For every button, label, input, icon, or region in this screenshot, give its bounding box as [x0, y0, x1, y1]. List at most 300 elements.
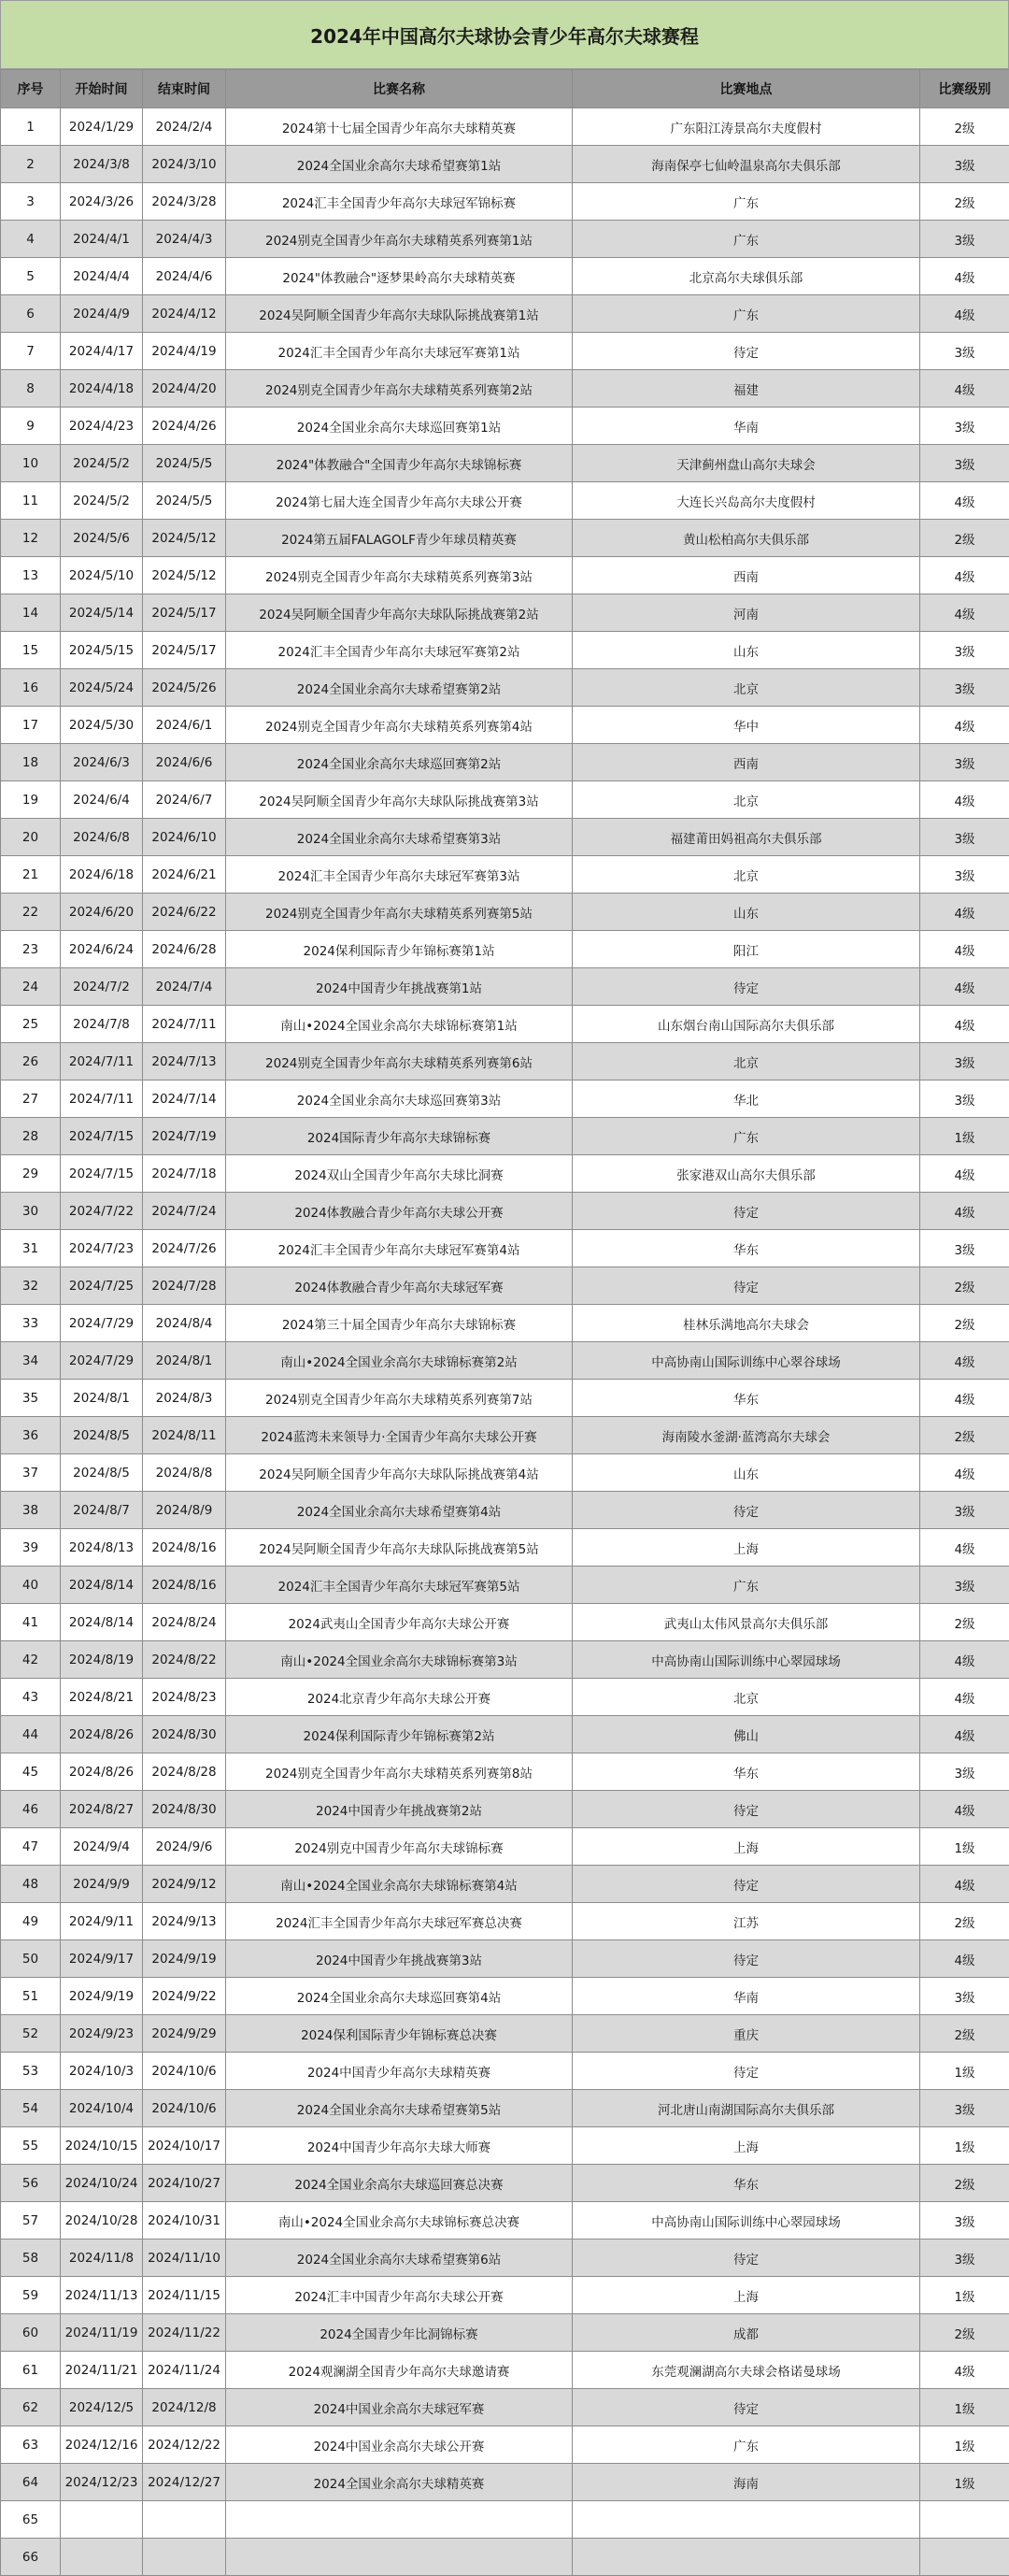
cell-start-date: 2024/4/1	[61, 221, 143, 258]
cell-end-date: 2024/8/28	[143, 1753, 226, 1791]
cell-end-date: 2024/7/19	[143, 1118, 226, 1155]
table-row	[1, 1641, 1009, 1679]
header-level: 比赛级别	[920, 70, 1009, 108]
cell-event-name: 2024全国业余高尔夫球精英赛	[226, 2464, 573, 2501]
table-row	[1, 1305, 1009, 1342]
cell-end-date: 2024/4/12	[143, 295, 226, 333]
cell-event-name: 2024中国青少年挑战赛第1站	[226, 968, 573, 1006]
cell-end-date: 2024/9/6	[143, 1828, 226, 1866]
cell-level: 2级	[920, 1417, 1009, 1454]
cell-event-name: 2024汇丰全国青少年高尔夫球冠军赛第5站	[226, 1567, 573, 1604]
sheet-title: 2024年中国高尔夫球协会青少年高尔夫球赛程	[0, 0, 1009, 69]
cell-index: 59	[1, 2277, 61, 2314]
cell-index: 46	[1, 1791, 61, 1828]
cell-start-date: 2024/11/8	[61, 2240, 143, 2277]
cell-level: 3级	[920, 1978, 1009, 2015]
table-row	[1, 2202, 1009, 2240]
cell-level: 3级	[920, 819, 1009, 856]
cell-venue: 海南	[573, 2464, 920, 2501]
cell-end-date: 2024/4/3	[143, 221, 226, 258]
cell-event-name: 2024别克全国青少年高尔夫球精英系列赛第1站	[226, 221, 573, 258]
table-row	[1, 1342, 1009, 1380]
cell-level: 3级	[920, 1753, 1009, 1791]
cell-end-date: 2024/5/12	[143, 557, 226, 594]
cell-index: 7	[1, 333, 61, 370]
cell-start-date: 2024/4/9	[61, 295, 143, 333]
cell-event-name: 2024吴阿顺全国青少年高尔夫球队际挑战赛第4站	[226, 1454, 573, 1492]
cell-event-name: 南山•2024全国业余高尔夫球锦标赛第2站	[226, 1342, 573, 1380]
cell-end-date: 2024/7/4	[143, 968, 226, 1006]
cell-index: 41	[1, 1604, 61, 1641]
cell-level: 4级	[920, 931, 1009, 968]
cell-index: 19	[1, 781, 61, 819]
cell-index: 60	[1, 2314, 61, 2352]
cell-start-date: 2024/7/11	[61, 1043, 143, 1080]
cell-start-date: 2024/9/9	[61, 1866, 143, 1903]
cell-end-date: 2024/8/16	[143, 1529, 226, 1567]
table-row	[1, 1006, 1009, 1043]
cell-event-name: 2024中国青少年高尔夫球大师赛	[226, 2127, 573, 2165]
cell-event-name: 2024全国业余高尔夫球希望赛第2站	[226, 669, 573, 707]
cell-event-name: 2024全国业余高尔夫球巡回赛第1站	[226, 408, 573, 445]
cell-event-name: 2024国际青少年高尔夫球锦标赛	[226, 1118, 573, 1155]
cell-level: 2级	[920, 1903, 1009, 1940]
cell-index: 47	[1, 1828, 61, 1866]
cell-level: 3级	[920, 2090, 1009, 2127]
cell-level: 4级	[920, 1342, 1009, 1380]
cell-index: 17	[1, 707, 61, 744]
cell-level: 3级	[920, 632, 1009, 669]
cell-end-date	[143, 2501, 226, 2539]
cell-level: 3级	[920, 669, 1009, 707]
cell-end-date: 2024/8/4	[143, 1305, 226, 1342]
cell-level: 4级	[920, 482, 1009, 520]
table-row	[1, 295, 1009, 333]
cell-event-name: 2024汇丰全国青少年高尔夫球冠军赛第3站	[226, 856, 573, 894]
cell-event-name: 南山•2024全国业余高尔夫球锦标赛第3站	[226, 1641, 573, 1679]
cell-event-name: 2024别克全国青少年高尔夫球精英系列赛第6站	[226, 1043, 573, 1080]
cell-index: 52	[1, 2015, 61, 2053]
cell-venue: 黄山松柏高尔夫俱乐部	[573, 520, 920, 557]
cell-level	[920, 2539, 1009, 2576]
table-row	[1, 1454, 1009, 1492]
table-row	[1, 1978, 1009, 2015]
cell-end-date: 2024/8/23	[143, 1679, 226, 1716]
table-row	[1, 1380, 1009, 1417]
cell-start-date: 2024/8/19	[61, 1641, 143, 1679]
table-row	[1, 370, 1009, 408]
cell-start-date: 2024/7/8	[61, 1006, 143, 1043]
cell-level: 2级	[920, 183, 1009, 221]
cell-level: 4级	[920, 1529, 1009, 1567]
cell-venue: 海南保亭七仙岭温泉高尔夫俱乐部	[573, 146, 920, 183]
cell-index: 57	[1, 2202, 61, 2240]
cell-level: 1级	[920, 2389, 1009, 2426]
cell-index: 3	[1, 183, 61, 221]
cell-end-date: 2024/5/12	[143, 520, 226, 557]
cell-venue: 广东	[573, 295, 920, 333]
cell-end-date: 2024/7/18	[143, 1155, 226, 1193]
header-index: 序号	[1, 70, 61, 108]
cell-index: 40	[1, 1567, 61, 1604]
cell-event-name: 2024全国业余高尔夫球巡回赛第3站	[226, 1080, 573, 1118]
cell-index: 12	[1, 520, 61, 557]
cell-level: 4级	[920, 1641, 1009, 1679]
cell-event-name: 2024别克全国青少年高尔夫球精英系列赛第2站	[226, 370, 573, 408]
cell-venue: 山东	[573, 894, 920, 931]
cell-venue: 重庆	[573, 2015, 920, 2053]
cell-level	[920, 2501, 1009, 2539]
cell-start-date: 2024/5/2	[61, 445, 143, 482]
cell-level: 3级	[920, 2202, 1009, 2240]
cell-end-date: 2024/6/1	[143, 707, 226, 744]
table-row	[1, 744, 1009, 781]
cell-index: 63	[1, 2426, 61, 2464]
table-row	[1, 1080, 1009, 1118]
cell-venue: 广东	[573, 1567, 920, 1604]
header-event-name: 比赛名称	[226, 70, 573, 108]
cell-level: 4级	[920, 781, 1009, 819]
cell-index: 2	[1, 146, 61, 183]
cell-venue: 广东阳江涛景高尔夫度假村	[573, 108, 920, 146]
cell-level: 4级	[920, 1679, 1009, 1716]
cell-index: 49	[1, 1903, 61, 1940]
cell-event-name: 2024全国业余高尔夫球巡回赛第2站	[226, 744, 573, 781]
cell-start-date: 2024/8/1	[61, 1380, 143, 1417]
table-header	[1, 70, 1009, 108]
cell-event-name: 2024蓝湾未来领导力·全国青少年高尔夫球公开赛	[226, 1417, 573, 1454]
table-row	[1, 1940, 1009, 1978]
cell-venue: 待定	[573, 2053, 920, 2090]
cell-start-date: 2024/6/3	[61, 744, 143, 781]
cell-start-date: 2024/12/5	[61, 2389, 143, 2426]
table-row	[1, 2352, 1009, 2389]
header-end-date: 结束时间	[143, 70, 226, 108]
cell-end-date: 2024/6/7	[143, 781, 226, 819]
cell-index: 56	[1, 2165, 61, 2202]
table-row	[1, 2015, 1009, 2053]
cell-venue: 天津蓟州盘山高尔夫球会	[573, 445, 920, 482]
cell-venue: 广东	[573, 1118, 920, 1155]
header-row	[1, 70, 1009, 108]
cell-venue: 西南	[573, 744, 920, 781]
table-row	[1, 1567, 1009, 1604]
cell-start-date: 2024/10/4	[61, 2090, 143, 2127]
table-row	[1, 2127, 1009, 2165]
cell-level: 2级	[920, 2314, 1009, 2352]
cell-venue: 中高协南山国际训练中心翠园球场	[573, 2202, 920, 2240]
cell-end-date: 2024/7/26	[143, 1230, 226, 1267]
table-row	[1, 1866, 1009, 1903]
cell-event-name: 2024吴阿顺全国青少年高尔夫球队际挑战赛第3站	[226, 781, 573, 819]
cell-event-name: 2024汇丰全国青少年高尔夫球冠军赛第4站	[226, 1230, 573, 1267]
cell-event-name: 2024全国业余高尔夫球希望赛第3站	[226, 819, 573, 856]
cell-index: 53	[1, 2053, 61, 2090]
cell-venue: 北京	[573, 669, 920, 707]
cell-venue: 武夷山太伟风景高尔夫俱乐部	[573, 1604, 920, 1641]
table-row	[1, 258, 1009, 295]
cell-index: 48	[1, 1866, 61, 1903]
cell-start-date: 2024/7/11	[61, 1080, 143, 1118]
cell-start-date: 2024/3/8	[61, 146, 143, 183]
cell-level: 3级	[920, 1043, 1009, 1080]
cell-event-name: 2024第十七届全国青少年高尔夫球精英赛	[226, 108, 573, 146]
cell-event-name: 2024全国业余高尔夫球希望赛第6站	[226, 2240, 573, 2277]
cell-index: 31	[1, 1230, 61, 1267]
cell-end-date: 2024/8/9	[143, 1492, 226, 1529]
cell-venue: 待定	[573, 333, 920, 370]
cell-start-date	[61, 2501, 143, 2539]
cell-event-name: 2024全国业余高尔夫球巡回赛总决赛	[226, 2165, 573, 2202]
cell-level: 4级	[920, 594, 1009, 632]
cell-level: 2级	[920, 1267, 1009, 1305]
cell-venue: 佛山	[573, 1716, 920, 1753]
table-row	[1, 1267, 1009, 1305]
cell-end-date: 2024/8/22	[143, 1641, 226, 1679]
cell-event-name: 2024别克中国青少年高尔夫球锦标赛	[226, 1828, 573, 1866]
cell-start-date: 2024/10/15	[61, 2127, 143, 2165]
cell-start-date: 2024/4/4	[61, 258, 143, 295]
cell-start-date: 2024/8/26	[61, 1753, 143, 1791]
cell-start-date: 2024/5/6	[61, 520, 143, 557]
cell-level: 2级	[920, 1305, 1009, 1342]
table-row	[1, 2464, 1009, 2501]
cell-start-date: 2024/10/28	[61, 2202, 143, 2240]
cell-event-name: 2024"体教融合"逐梦果岭高尔夫球精英赛	[226, 258, 573, 295]
cell-end-date: 2024/9/12	[143, 1866, 226, 1903]
cell-index: 45	[1, 1753, 61, 1791]
table-row	[1, 445, 1009, 482]
cell-level: 4级	[920, 1006, 1009, 1043]
cell-index: 44	[1, 1716, 61, 1753]
cell-level: 1级	[920, 2277, 1009, 2314]
cell-venue: 广东	[573, 221, 920, 258]
cell-level: 3级	[920, 146, 1009, 183]
cell-level: 4级	[920, 1454, 1009, 1492]
table-row	[1, 2426, 1009, 2464]
cell-start-date: 2024/7/29	[61, 1342, 143, 1380]
cell-level: 4级	[920, 1940, 1009, 1978]
table-body	[1, 108, 1009, 2576]
cell-index: 20	[1, 819, 61, 856]
cell-index: 29	[1, 1155, 61, 1193]
cell-event-name: 2024别克全国青少年高尔夫球精英系列赛第7站	[226, 1380, 573, 1417]
cell-venue: 华中	[573, 707, 920, 744]
cell-venue: 北京	[573, 781, 920, 819]
cell-start-date: 2024/9/4	[61, 1828, 143, 1866]
cell-level: 4级	[920, 557, 1009, 594]
schedule-table	[0, 69, 1009, 2576]
cell-start-date: 2024/11/19	[61, 2314, 143, 2352]
cell-level: 4级	[920, 894, 1009, 931]
cell-end-date: 2024/8/30	[143, 1716, 226, 1753]
cell-end-date: 2024/6/6	[143, 744, 226, 781]
cell-start-date: 2024/8/13	[61, 1529, 143, 1567]
cell-level: 3级	[920, 856, 1009, 894]
cell-event-name: 2024吴阿顺全国青少年高尔夫球队际挑战赛第1站	[226, 295, 573, 333]
table-row	[1, 931, 1009, 968]
table-row	[1, 2389, 1009, 2426]
cell-start-date: 2024/7/15	[61, 1118, 143, 1155]
cell-venue: 华南	[573, 1978, 920, 2015]
table-row	[1, 2539, 1009, 2576]
cell-event-name: 南山•2024全国业余高尔夫球锦标赛总决赛	[226, 2202, 573, 2240]
cell-level: 3级	[920, 1567, 1009, 1604]
cell-start-date: 2024/5/2	[61, 482, 143, 520]
cell-end-date: 2024/11/22	[143, 2314, 226, 2352]
cell-venue: 江苏	[573, 1903, 920, 1940]
cell-end-date: 2024/5/17	[143, 594, 226, 632]
cell-start-date: 2024/7/25	[61, 1267, 143, 1305]
cell-venue: 西南	[573, 557, 920, 594]
cell-end-date: 2024/11/15	[143, 2277, 226, 2314]
cell-start-date: 2024/9/17	[61, 1940, 143, 1978]
cell-end-date: 2024/7/13	[143, 1043, 226, 1080]
cell-venue: 华南	[573, 408, 920, 445]
cell-end-date: 2024/11/24	[143, 2352, 226, 2389]
table-row	[1, 2090, 1009, 2127]
cell-end-date: 2024/9/13	[143, 1903, 226, 1940]
cell-event-name: 2024中国业余高尔夫球公开赛	[226, 2426, 573, 2464]
cell-venue: 东莞观澜湖高尔夫球会格诺曼球场	[573, 2352, 920, 2389]
table-row	[1, 781, 1009, 819]
table-row	[1, 333, 1009, 370]
table-row	[1, 1193, 1009, 1230]
cell-start-date: 2024/10/3	[61, 2053, 143, 2090]
cell-venue: 中高协南山国际训练中心翠园球场	[573, 1641, 920, 1679]
cell-index: 62	[1, 2389, 61, 2426]
cell-start-date: 2024/1/29	[61, 108, 143, 146]
cell-event-name: 2024全国业余高尔夫球希望赛第4站	[226, 1492, 573, 1529]
cell-venue: 待定	[573, 1492, 920, 1529]
cell-venue: 待定	[573, 2240, 920, 2277]
cell-index: 4	[1, 221, 61, 258]
cell-end-date: 2024/6/22	[143, 894, 226, 931]
cell-end-date: 2024/12/27	[143, 2464, 226, 2501]
cell-event-name: 2024别克全国青少年高尔夫球精英系列赛第3站	[226, 557, 573, 594]
header-venue: 比赛地点	[573, 70, 920, 108]
table-row	[1, 1753, 1009, 1791]
cell-event-name: 2024中国青少年挑战赛第3站	[226, 1940, 573, 1978]
cell-venue: 北京	[573, 1043, 920, 1080]
cell-index: 58	[1, 2240, 61, 2277]
cell-event-name	[226, 2501, 573, 2539]
cell-end-date: 2024/8/1	[143, 1342, 226, 1380]
cell-start-date: 2024/7/15	[61, 1155, 143, 1193]
cell-index: 51	[1, 1978, 61, 2015]
cell-venue: 待定	[573, 1866, 920, 1903]
cell-level: 4级	[920, 707, 1009, 744]
cell-venue: 成都	[573, 2314, 920, 2352]
cell-venue: 北京	[573, 856, 920, 894]
cell-index: 65	[1, 2501, 61, 2539]
cell-end-date	[143, 2539, 226, 2576]
cell-level: 1级	[920, 2426, 1009, 2464]
cell-venue: 待定	[573, 1940, 920, 1978]
cell-end-date: 2024/7/14	[143, 1080, 226, 1118]
cell-venue: 北京高尔夫球俱乐部	[573, 258, 920, 295]
cell-start-date: 2024/5/15	[61, 632, 143, 669]
cell-start-date	[61, 2539, 143, 2576]
cell-start-date: 2024/8/14	[61, 1567, 143, 1604]
table-row	[1, 2053, 1009, 2090]
cell-start-date: 2024/8/7	[61, 1492, 143, 1529]
cell-venue: 大连长兴岛高尔夫度假村	[573, 482, 920, 520]
cell-start-date: 2024/7/29	[61, 1305, 143, 1342]
cell-level: 1级	[920, 2053, 1009, 2090]
cell-venue: 桂林乐满地高尔夫球会	[573, 1305, 920, 1342]
cell-start-date: 2024/9/19	[61, 1978, 143, 2015]
table-row	[1, 1492, 1009, 1529]
cell-index: 55	[1, 2127, 61, 2165]
cell-index: 36	[1, 1417, 61, 1454]
cell-level: 3级	[920, 744, 1009, 781]
cell-event-name: 2024第七届大连全国青少年高尔夫球公开赛	[226, 482, 573, 520]
cell-start-date: 2024/6/20	[61, 894, 143, 931]
cell-event-name: 2024汇丰全国青少年高尔夫球冠军赛第1站	[226, 333, 573, 370]
cell-start-date: 2024/5/14	[61, 594, 143, 632]
cell-venue: 华东	[573, 2165, 920, 2202]
cell-end-date: 2024/10/27	[143, 2165, 226, 2202]
table-row	[1, 221, 1009, 258]
cell-start-date: 2024/12/23	[61, 2464, 143, 2501]
cell-event-name: 2024汇丰中国青少年高尔夫球公开赛	[226, 2277, 573, 2314]
cell-index: 34	[1, 1342, 61, 1380]
cell-end-date: 2024/3/10	[143, 146, 226, 183]
cell-index: 42	[1, 1641, 61, 1679]
cell-event-name: 2024第五届FALAGOLF青少年球员精英赛	[226, 520, 573, 557]
table-row	[1, 894, 1009, 931]
cell-end-date: 2024/11/10	[143, 2240, 226, 2277]
cell-start-date: 2024/11/21	[61, 2352, 143, 2389]
cell-venue: 广东	[573, 183, 920, 221]
cell-end-date: 2024/7/24	[143, 1193, 226, 1230]
cell-event-name: 2024体教融合青少年高尔夫球冠军赛	[226, 1267, 573, 1305]
cell-start-date: 2024/6/24	[61, 931, 143, 968]
table-row	[1, 1604, 1009, 1641]
cell-venue: 山东	[573, 632, 920, 669]
table-row	[1, 520, 1009, 557]
cell-start-date: 2024/5/10	[61, 557, 143, 594]
cell-end-date: 2024/10/17	[143, 2127, 226, 2165]
cell-index: 37	[1, 1454, 61, 1492]
cell-start-date: 2024/10/24	[61, 2165, 143, 2202]
cell-venue: 北京	[573, 1679, 920, 1716]
cell-start-date: 2024/8/27	[61, 1791, 143, 1828]
cell-end-date: 2024/5/26	[143, 669, 226, 707]
cell-event-name: 2024体教融合青少年高尔夫球公开赛	[226, 1193, 573, 1230]
cell-start-date: 2024/7/2	[61, 968, 143, 1006]
cell-level: 1级	[920, 1828, 1009, 1866]
cell-event-name: 2024保利国际青少年锦标赛第1站	[226, 931, 573, 968]
cell-end-date: 2024/3/28	[143, 183, 226, 221]
cell-level: 4级	[920, 295, 1009, 333]
cell-start-date: 2024/12/16	[61, 2426, 143, 2464]
table-row	[1, 1155, 1009, 1193]
cell-start-date: 2024/4/17	[61, 333, 143, 370]
table-row	[1, 856, 1009, 894]
cell-event-name: 2024吴阿顺全国青少年高尔夫球队际挑战赛第2站	[226, 594, 573, 632]
cell-end-date: 2024/4/26	[143, 408, 226, 445]
cell-index: 26	[1, 1043, 61, 1080]
cell-event-name: 2024全国业余高尔夫球巡回赛第4站	[226, 1978, 573, 2015]
cell-index: 43	[1, 1679, 61, 1716]
cell-index: 9	[1, 408, 61, 445]
cell-level: 3级	[920, 1080, 1009, 1118]
cell-event-name: 2024吴阿顺全国青少年高尔夫球队际挑战赛第5站	[226, 1529, 573, 1567]
cell-index: 8	[1, 370, 61, 408]
table-row	[1, 1417, 1009, 1454]
